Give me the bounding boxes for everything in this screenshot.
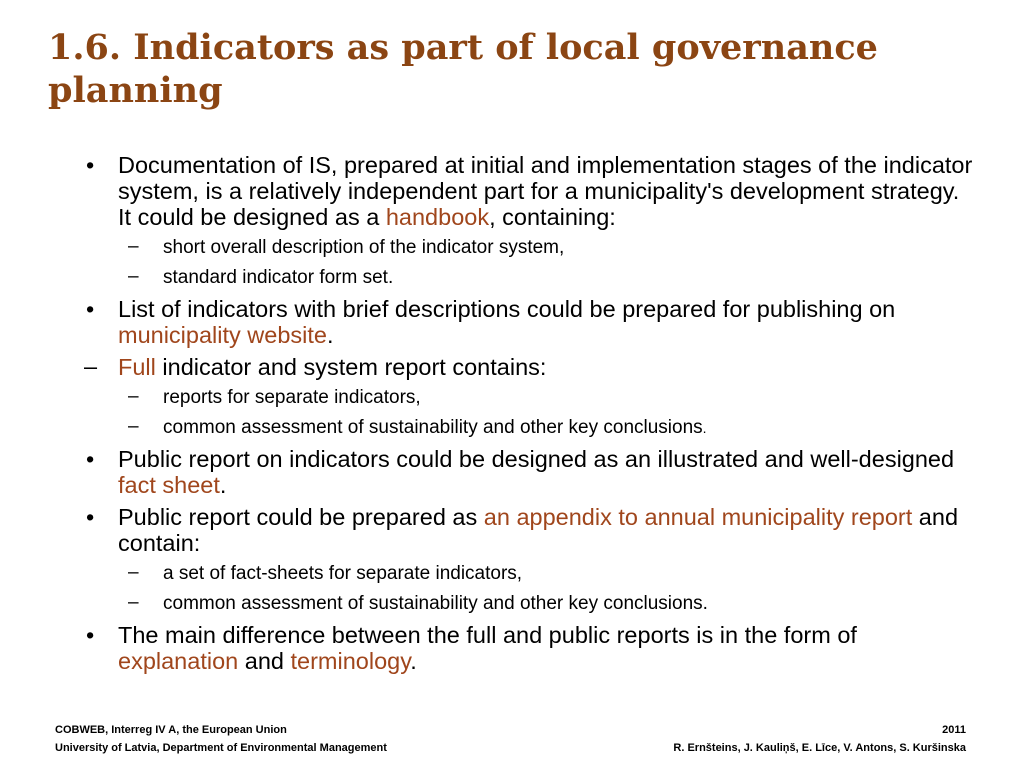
bullet-text: The main difference between the full and public reports is in the form of bbox=[118, 622, 857, 648]
highlight-text: an appendix to annual municipality report bbox=[483, 504, 913, 530]
bullet-icon: • bbox=[86, 152, 95, 178]
sub-bullet-item bbox=[76, 592, 976, 616]
footer-project: COBWEB, Interreg IV A, the European Union bbox=[55, 724, 287, 736]
sub-bullet-text: reports for separate indicators, bbox=[163, 387, 421, 408]
bullet-text: , containing: bbox=[489, 204, 616, 230]
bullet-text: Documentation of IS, prepared at initial and implementation stages of the indicator system, is a relatively independent part for a municipality's development strategy. It could be designed as a bbox=[118, 152, 973, 230]
sub-bullet-item bbox=[76, 386, 976, 410]
sub-bullet-item bbox=[76, 562, 976, 586]
footer-year: 2011 bbox=[942, 724, 966, 736]
sub-bullet-text: common assessment of sustainability and other key conclusions. bbox=[163, 593, 708, 614]
sub-bullet-item bbox=[76, 416, 976, 440]
bullet-icon: • bbox=[86, 622, 95, 648]
sub-bullet-item bbox=[76, 236, 976, 260]
bullet-icon: • bbox=[86, 446, 95, 472]
slide-footer bbox=[55, 721, 966, 757]
sub-bullet-text: standard indicator form set. bbox=[163, 267, 394, 288]
highlight-text: terminology bbox=[290, 648, 411, 674]
footer-institution: University of Latvia, Department of Environmental Management bbox=[55, 742, 387, 754]
slide-body bbox=[76, 152, 976, 680]
dash-icon: – bbox=[128, 386, 139, 407]
highlight-text: fact sheet bbox=[118, 472, 220, 498]
bullet-item bbox=[76, 152, 976, 230]
sub-bullet-item bbox=[76, 266, 976, 290]
bullet-item bbox=[76, 446, 976, 498]
bullet-icon: • bbox=[86, 504, 95, 530]
bullet-item bbox=[76, 296, 976, 348]
bullet-item bbox=[76, 504, 976, 556]
highlight-text: explanation bbox=[118, 648, 239, 674]
bullet-text: . bbox=[326, 322, 334, 348]
highlight-text: Full bbox=[118, 354, 156, 380]
bullet-text: List of indicators with brief descriptions could be prepared for publishing on bbox=[118, 296, 896, 322]
sub-bullet-period: . bbox=[702, 420, 707, 436]
footer-authors: R. Ernšteins, J. Kauliņš, E. Līce, V. Antons, S. Kuršinska bbox=[673, 742, 966, 754]
dash-icon: – bbox=[128, 236, 139, 257]
dash-icon: – bbox=[128, 416, 139, 437]
bullet-text: and bbox=[238, 648, 291, 674]
bullet-text: Public report could be prepared as bbox=[118, 504, 484, 530]
sub-bullet-text: a set of fact-sheets for separate indicators, bbox=[163, 563, 523, 584]
highlight-text: handbook bbox=[385, 204, 490, 230]
bullet-text: indicator and system report contains: bbox=[155, 354, 547, 380]
dash-item bbox=[76, 354, 976, 380]
dash-icon: – bbox=[128, 592, 139, 613]
bullet-icon: • bbox=[86, 296, 95, 322]
sub-bullet-text: short overall description of the indicator system, bbox=[163, 237, 565, 258]
bullet-item bbox=[76, 622, 976, 674]
sub-bullet-text: common assessment of sustainability and other key conclusions bbox=[163, 417, 703, 438]
bullet-text: . bbox=[219, 472, 227, 498]
bullet-text: Public report on indicators could be designed as an illustrated and well-designed bbox=[118, 446, 955, 472]
dash-icon: – bbox=[128, 562, 139, 583]
dash-icon: – bbox=[84, 353, 98, 379]
slide-title: 1.6. Indicators as part of local governance planning bbox=[48, 27, 878, 111]
highlight-text: municipality website bbox=[118, 322, 327, 348]
bullet-text: . bbox=[410, 648, 417, 674]
dash-icon: – bbox=[128, 266, 139, 287]
bullet-text: and contain: bbox=[118, 504, 959, 556]
